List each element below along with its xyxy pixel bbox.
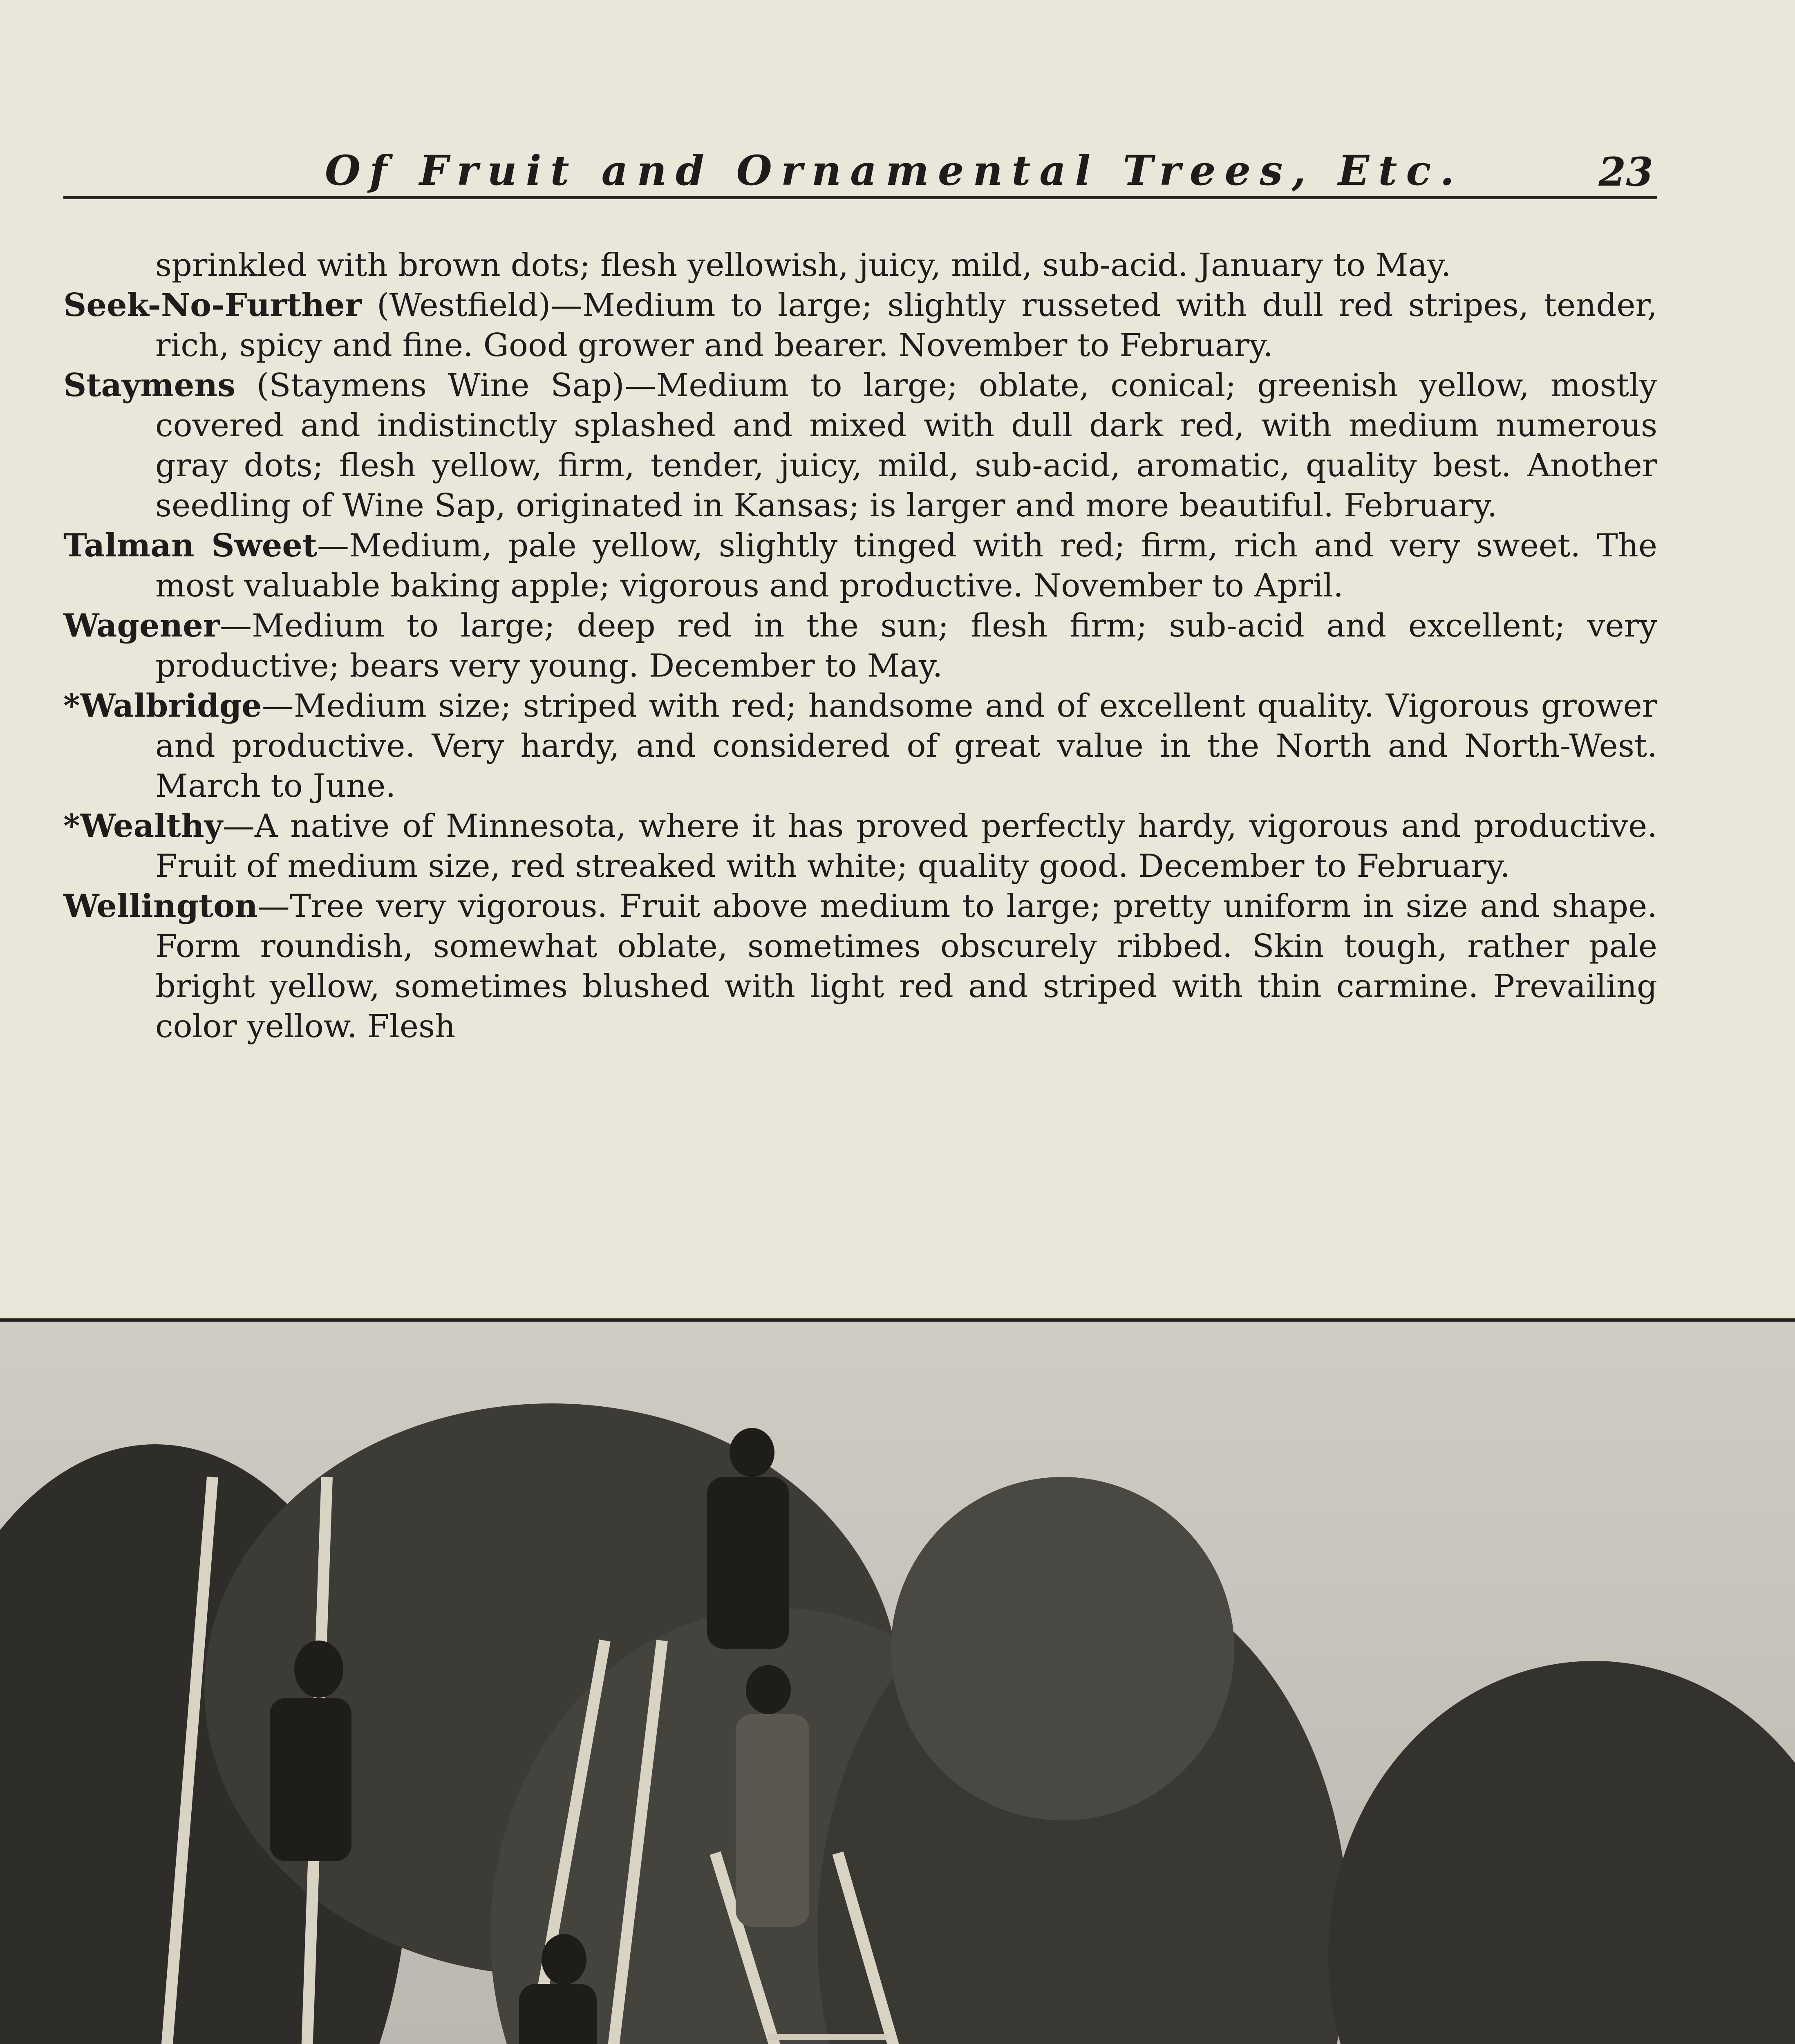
variety-entry-staymens [63,365,1657,526]
variety-name: Wagener [63,607,220,644]
variety-description: (Westfield)—Medium to large; slightly russeted with dull red stripes, tender, rich, spicy and fine. Good grower and bearer. November to February. [155,287,1657,364]
variety-name: *Wealthy [63,807,223,845]
variety-entry-continued [63,245,1657,285]
variety-description: —Tree very vigorous. Fruit above medium to large; pretty uniform in size and shape. Form roundish, somewhat oblate, sometimes obscurely ribbed. Skin tough, rather pale bright yellow, sometimes blushed with light red and striped with thin carmine. Prevailing color yellow. Flesh [155,888,1657,1045]
variety-name: *Walbridge [63,687,262,724]
running-header [63,135,1657,199]
variety-description: —A native of Minnesota, where it has proved perfectly hardy, vigorous and productive. Fruit of medium size, red streaked with white; quality good. December to February. [155,808,1657,885]
variety-name: Seek-No-Further [63,287,362,324]
harvest-photo [0,1318,1795,2044]
variety-entry-talman-sweet [63,526,1657,606]
variety-entry-wagener [63,606,1657,686]
variety-description: —Medium, pale yellow, slightly tinged with red; firm, rich and very sweet. The most valuable baking apple; vigorous and productive. November to April. [155,527,1657,604]
variety-name: Talman Sweet [63,527,317,564]
variety-description: —Medium to large; deep red in the sun; flesh firm; sub-acid and excellent; very productive; bears very young. December to May. [155,607,1657,684]
variety-description: sprinkled with brown dots; flesh yellowish, juicy, mild, sub-acid. January to May. [155,247,1451,284]
orchard-harvest-illustration [0,1322,1795,2044]
variety-name: Staymens [63,367,236,404]
variety-entry-wealthy [63,806,1657,886]
running-title: Of Fruit and Ornamental Trees, Etc. [325,146,1464,195]
variety-entries [63,245,1657,1047]
variety-name: Wellington [63,888,258,925]
variety-description: (Staymens Wine Sap)—Medium to large; oblate, conical; greenish yellow, mostly covered and indistinctly splashed and mixed with dull dark red, with medium numerous gray dots; flesh yellow, firm, tender, juicy, mild, sub-acid, aromatic, quality best. Another seedling of Wine Sap, originated in Kansas; is larger and more beautiful. February. [155,367,1657,524]
variety-entry-wellington [63,886,1657,1047]
variety-entry-seek-no-further [63,285,1657,365]
variety-description: —Medium size; striped with red; handsome and of excellent quality. Vigorous grower and productive. Very hardy, and considered of great value in the North and North-West. March to June. [155,688,1657,805]
page-number: 23 [1598,149,1653,195]
variety-entry-walbridge [63,686,1657,806]
